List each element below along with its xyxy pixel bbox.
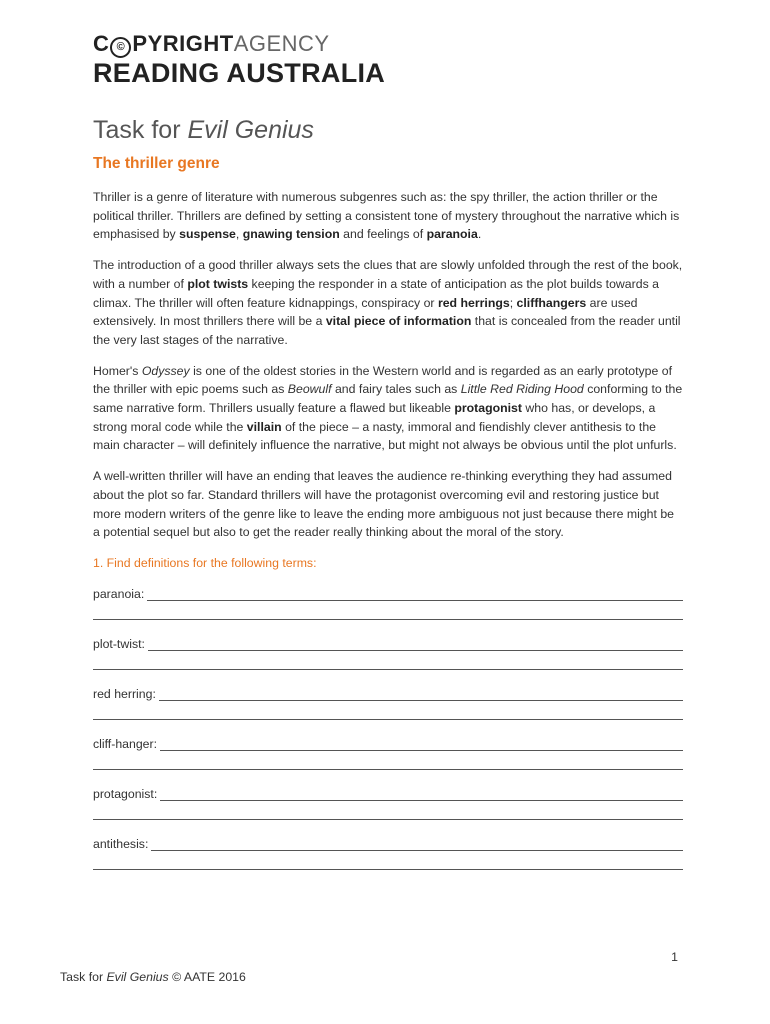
term-field-red-herring[interactable] [93, 685, 683, 723]
footer [60, 970, 246, 984]
title-odyssey: Odyssey [141, 363, 190, 378]
title-prefix: Task for [93, 116, 188, 144]
paragraph-3 [93, 362, 683, 456]
p3-text-b: is one of the oldest stories in the Western world and is regarded as an early prototype of the thriller with epic poems such as [93, 363, 673, 397]
p3-text-c: and fairy tales such as [331, 382, 461, 397]
p1-text-a: Thriller is a genre of literature with numerous subgenres such as: the spy thriller, the action thriller or the political thriller. Thrillers are defined by setting a consistent tone of mystery throughout the narrative which is emphasised by [93, 190, 680, 242]
term-field-cliff-hanger[interactable] [93, 735, 683, 773]
p2-text-e: are used extensively. In most thrillers there will be a [93, 295, 638, 329]
p2-text-d: ; [509, 295, 517, 310]
logo-line-copyright-agency [93, 32, 385, 58]
answer-line[interactable] [93, 801, 683, 820]
term-label: protagonist: [93, 786, 158, 801]
term-villain: villain [246, 419, 282, 434]
p3-text-d: conforming to the same narrative form. Thrillers usually feature a flawed but likeable [93, 382, 683, 416]
footer-book-name: Evil Genius [106, 970, 169, 984]
answer-line[interactable] [93, 651, 683, 670]
term-suspense: suspense [179, 227, 236, 242]
logo-line-reading-australia: READING AUSTRALIA [93, 58, 386, 88]
p2-text-c: keeping the responder in a state of anticipation as the plot builds towards a climax. The thriller will often feature kidnappings, conspiracy or [93, 276, 659, 310]
term-protagonist: protagonist [454, 401, 522, 416]
title-little-red-riding-hood: Little Red Riding Hood [460, 382, 584, 397]
footer-copyright: © AATE 2016 [168, 970, 246, 984]
term-gnawing-tension: gnawing tension [242, 227, 340, 242]
copyright-symbol-icon: © [110, 37, 131, 58]
p3-text-f: of the piece – a nasty, immoral and fiendishly clever antithesis to the main character – will definitely influence the narrative, but might not always be obvious until the plot unfurls. [93, 419, 677, 453]
answer-line[interactable] [93, 851, 683, 870]
p1-text-d: and feelings of [339, 227, 427, 242]
logo-text-agency: AGENCY [233, 31, 330, 56]
term-plot-twists: plot twists [187, 276, 249, 291]
term-vital-information: vital piece of information [325, 314, 472, 329]
page-title [93, 116, 314, 145]
paragraph-1 [93, 188, 683, 244]
term-label: plot-twist: [93, 636, 145, 651]
p2-text-f: that is concealed from the reader until the very last stages of the narrative. [93, 314, 681, 347]
term-cliffhangers: cliffhangers [516, 295, 587, 310]
answer-line[interactable] [93, 751, 683, 770]
logo-text-c: C [93, 31, 110, 56]
section-heading: The thriller genre [93, 155, 220, 172]
copyright-agency-logo [93, 32, 385, 88]
paragraph-4: A well-written thriller will have an ending that leaves the audience re-thinking everything they had assumed about the plot so far. Standard thrillers will have the protagonist overcoming evil and restoring justice but more modern writers of the genre like to leave the ending more ambiguous not just because there might be a potential sequel but also to get the reader really thinking about the moral of the story. [93, 469, 675, 540]
term-paranoia: paranoia [426, 227, 478, 242]
term-field-protagonist[interactable] [93, 785, 683, 823]
p1-text-c: , [235, 227, 243, 242]
term-label: paranoia: [93, 586, 145, 601]
term-label: cliff-hanger: [93, 736, 158, 751]
term-field-plot-twist[interactable] [93, 635, 683, 673]
paragraph-2 [93, 256, 683, 350]
document-body [93, 188, 683, 885]
term-field-paranoia[interactable] [93, 585, 683, 623]
p3-text-a: Homer's [93, 363, 142, 378]
title-book-name: Evil Genius [187, 116, 314, 144]
question-1: 1. Find definitions for the following terms: [93, 555, 317, 570]
answer-line[interactable] [93, 601, 683, 620]
term-label: red herring: [93, 686, 156, 701]
answer-line[interactable] [93, 701, 683, 720]
term-field-antithesis[interactable] [93, 835, 683, 873]
logo-text-pyright: PYRIGHT [132, 31, 234, 56]
footer-prefix: Task for [60, 970, 107, 984]
p2-text-a: The introduction of a good thriller always sets the clues that are slowly unfolded through the rest of the book, with a number of [93, 258, 683, 291]
term-label: antithesis: [93, 836, 149, 851]
page-number: 1 [671, 950, 678, 964]
title-beowulf: Beowulf [287, 382, 332, 397]
p1-text-e: . [477, 227, 482, 242]
p3-text-e: who has, or develops, a strong moral code while the [93, 401, 656, 434]
term-red-herrings: red herrings [437, 295, 510, 310]
